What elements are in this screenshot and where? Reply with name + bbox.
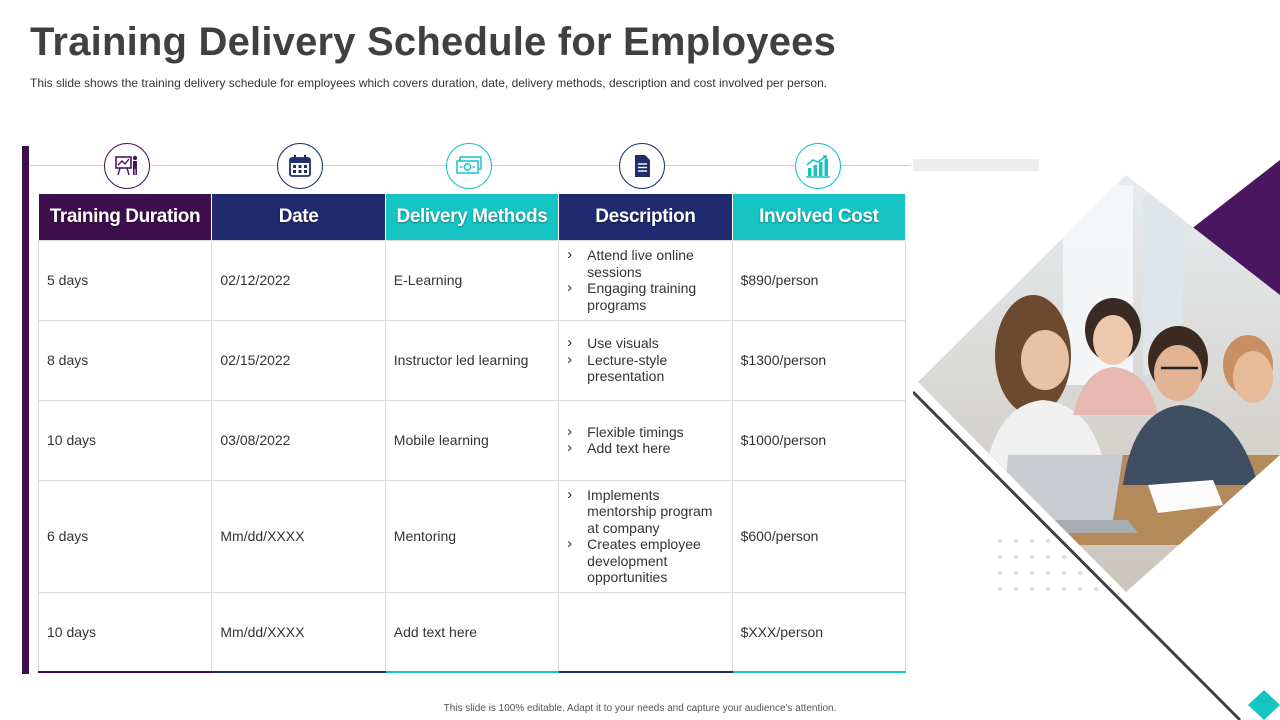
- description-item: › Flexible timings: [567, 424, 723, 441]
- cost-cell: $600/person: [732, 480, 905, 592]
- left-accent-bar: [22, 146, 29, 674]
- table-row: [39, 240, 906, 320]
- document-icon: [619, 143, 665, 189]
- description-list: [567, 335, 723, 385]
- description-item: › Add text here: [567, 440, 723, 457]
- description-cell: [559, 480, 732, 592]
- date-cell: 02/12/2022: [212, 240, 385, 320]
- money-icon: [446, 143, 492, 189]
- header-involved-cost: Involved Cost: [732, 194, 905, 240]
- description-list: [567, 247, 723, 313]
- cost-cell: $1300/person: [732, 320, 905, 400]
- duration-cell: 5 days: [39, 240, 212, 320]
- method-cell: Mentoring: [385, 480, 558, 592]
- date-cell: Mm/dd/XXXX: [212, 480, 385, 592]
- description-item: › Creates employee development opportunities: [567, 536, 723, 586]
- header-delivery-methods: Delivery Methods: [385, 194, 558, 240]
- table-header-row: [39, 194, 906, 240]
- duration-cell: 6 days: [39, 480, 212, 592]
- date-cell: 02/15/2022: [212, 320, 385, 400]
- description-item: › Attend live online sessions: [567, 247, 723, 280]
- description-cell: [559, 320, 732, 400]
- description-cell: [559, 592, 732, 672]
- cost-cell: $890/person: [732, 240, 905, 320]
- cost-cell: $XXX/person: [732, 592, 905, 672]
- description-list: [567, 487, 723, 586]
- table-row: [39, 320, 906, 400]
- schedule-table: [38, 194, 906, 673]
- description-item: › Implements mentorship program at company: [567, 487, 723, 537]
- table-row: [39, 480, 906, 592]
- method-cell: Add text here: [385, 592, 558, 672]
- method-cell: Mobile learning: [385, 400, 558, 480]
- growth-chart-icon: [795, 143, 841, 189]
- cost-cell: $1000/person: [732, 400, 905, 480]
- date-cell: 03/08/2022: [212, 400, 385, 480]
- header-date: Date: [212, 194, 385, 240]
- team-photo: [913, 155, 1280, 720]
- method-cell: Instructor led learning: [385, 320, 558, 400]
- header-description: Description: [559, 194, 732, 240]
- description-cell: [559, 240, 732, 320]
- duration-cell: 10 days: [39, 592, 212, 672]
- description-item: › Lecture-style presentation: [567, 352, 723, 385]
- duration-cell: 10 days: [39, 400, 212, 480]
- page-subtitle: This slide shows the training delivery schedule for employees which covers duration, date, delivery methods, description and cost involved per person.: [30, 76, 828, 90]
- table-row: [39, 592, 906, 672]
- calendar-icon: [277, 143, 323, 189]
- date-cell: Mm/dd/XXXX: [212, 592, 385, 672]
- presentation-icon: [104, 143, 150, 189]
- duration-cell: 8 days: [39, 320, 212, 400]
- description-item: › Use visuals: [567, 335, 723, 352]
- description-cell: [559, 400, 732, 480]
- description-item: › Engaging training programs: [567, 280, 723, 313]
- table-row: [39, 400, 906, 480]
- header-training-duration: Training Duration: [39, 194, 212, 240]
- description-list: [567, 424, 723, 457]
- footer-note: This slide is 100% editable. Adapt it to your needs and capture your audience's attention.: [443, 703, 837, 714]
- method-cell: E-Learning: [385, 240, 558, 320]
- page-title: Training Delivery Schedule for Employees: [30, 20, 837, 64]
